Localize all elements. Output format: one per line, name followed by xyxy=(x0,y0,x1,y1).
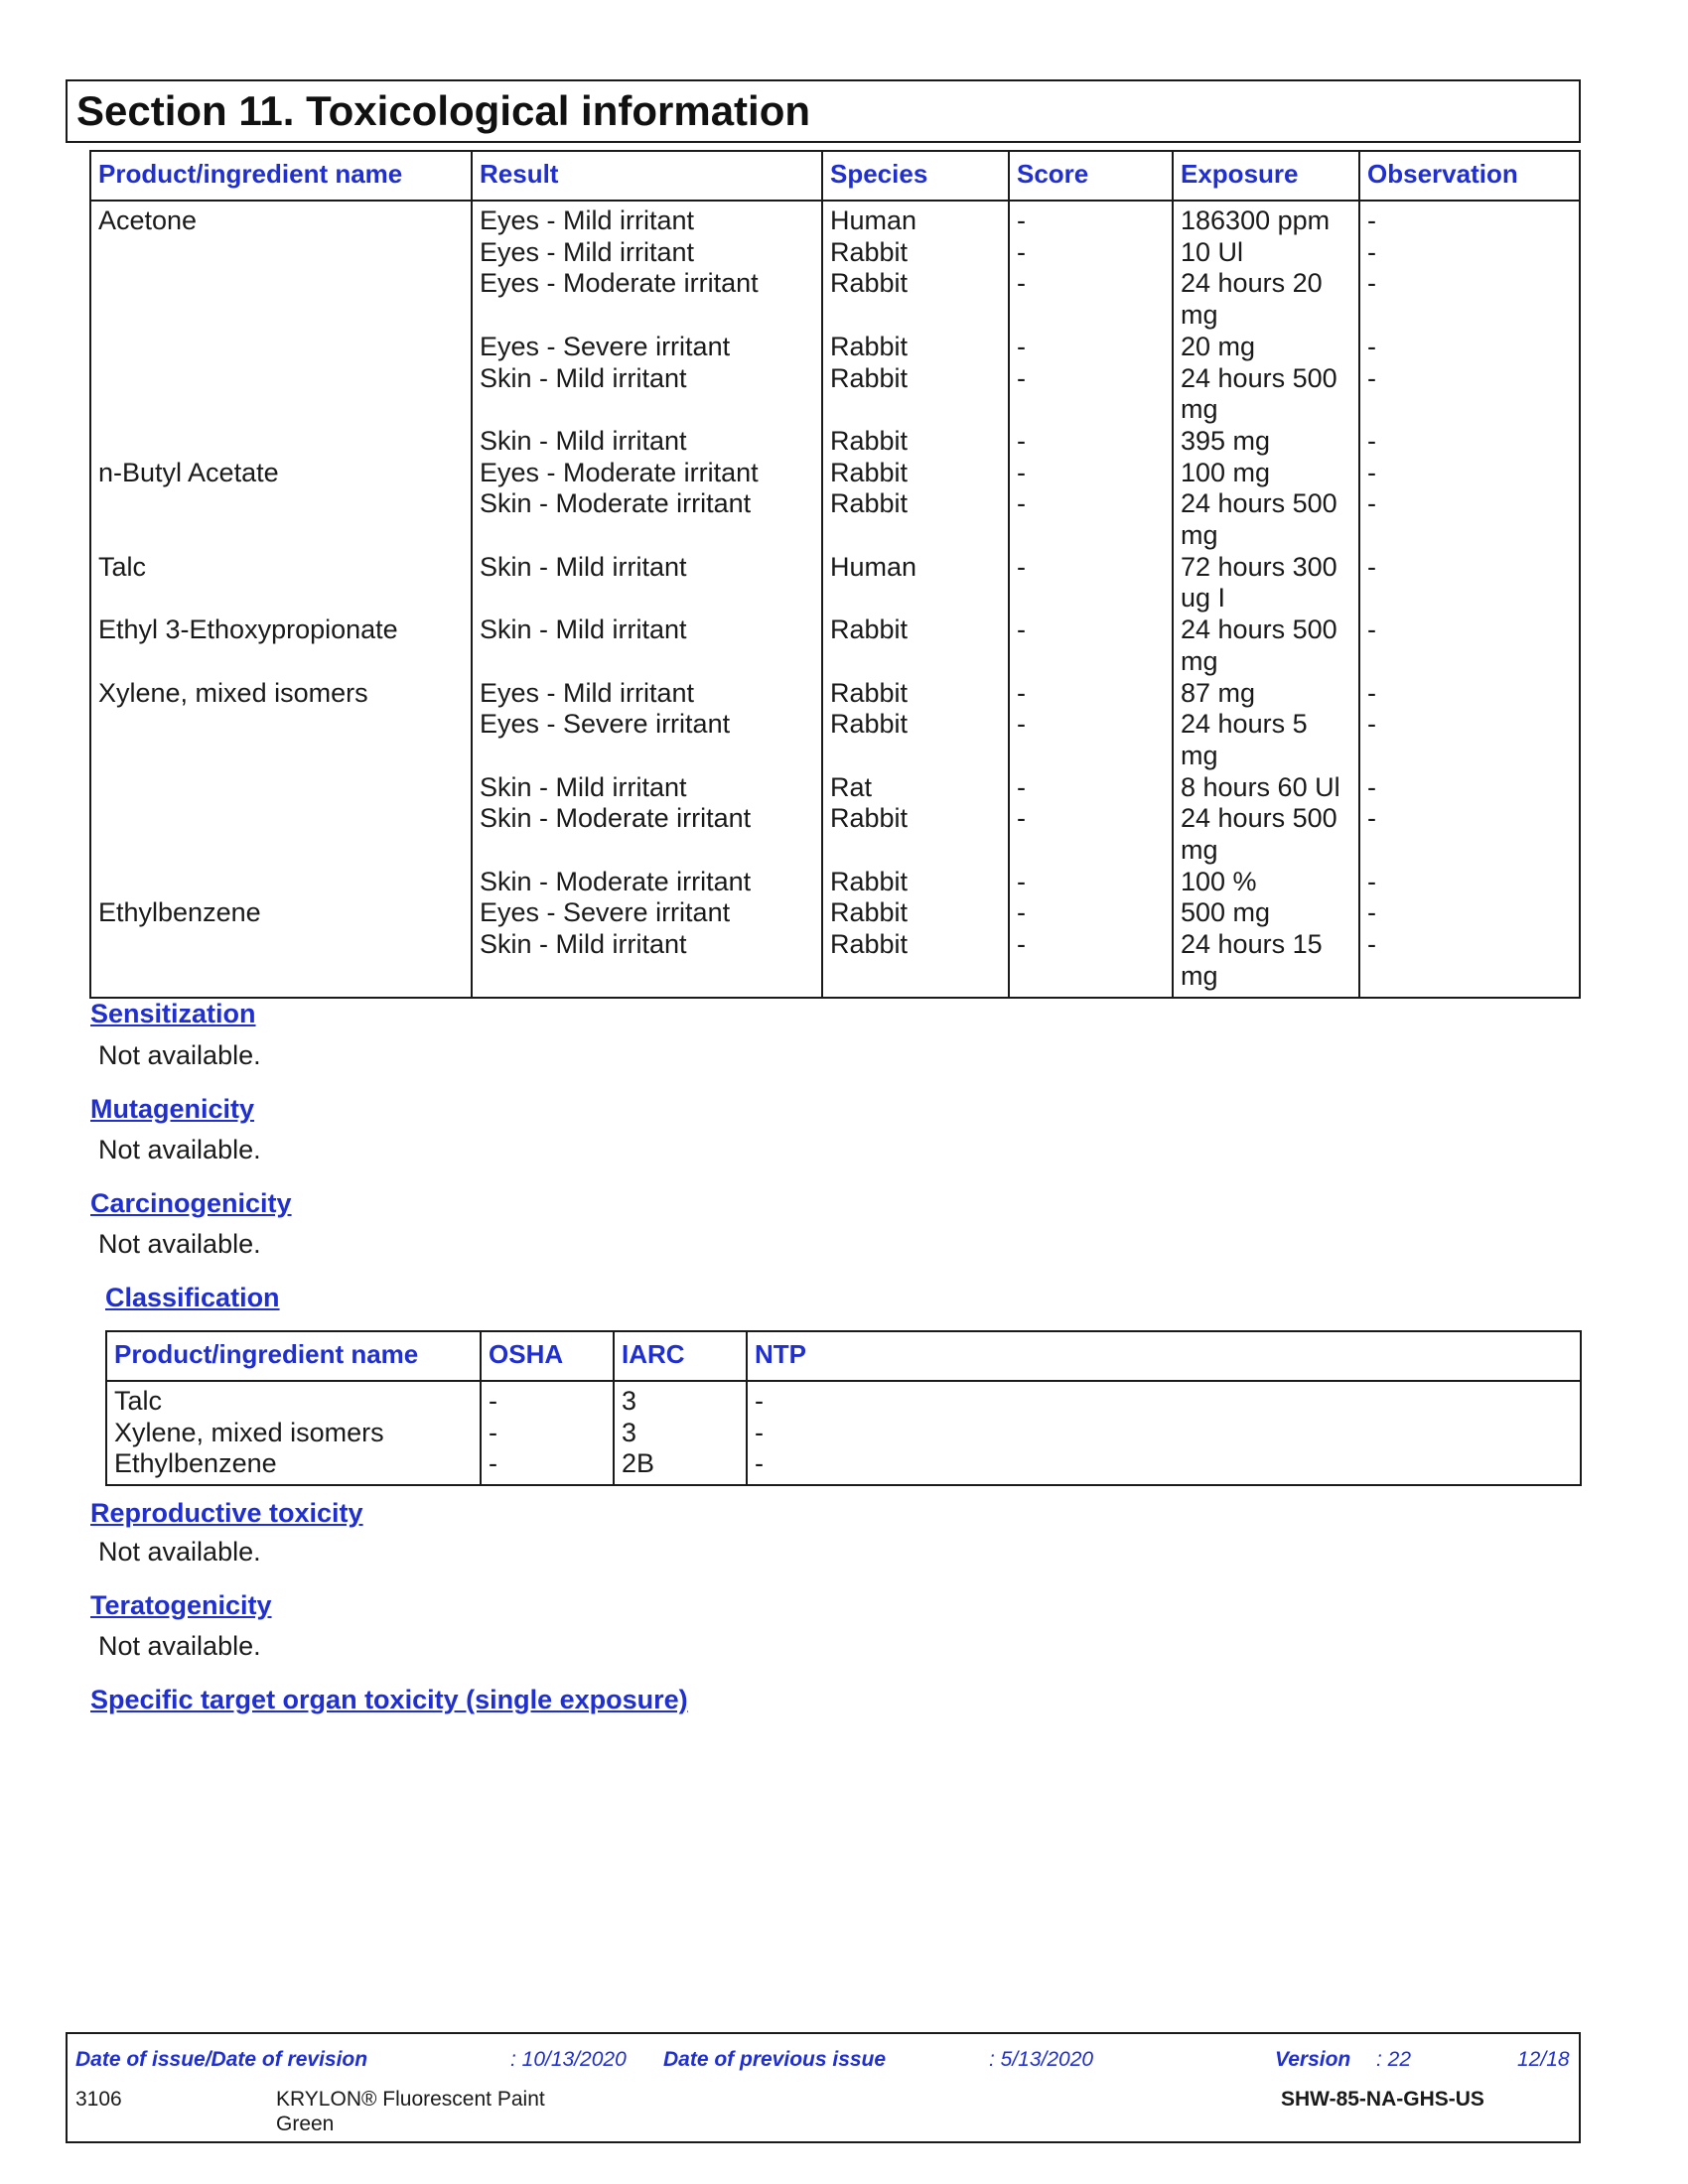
result-text: Eyes - Severe irritant xyxy=(480,331,731,361)
mutagenicity-heading[interactable]: Mutagenicity xyxy=(90,1094,255,1124)
footer-version-label: Version xyxy=(1275,2048,1351,2071)
observation-text: - xyxy=(1367,488,1376,519)
footer-product-code: 3106 xyxy=(75,2088,122,2111)
exposure-text: 24 hours 15 xyxy=(1181,929,1323,960)
exposure-text: 20 mg xyxy=(1181,331,1256,361)
result-text: Skin - Moderate irritant xyxy=(480,488,752,519)
species-text: Rabbit xyxy=(830,897,909,928)
exposure-text: mg xyxy=(1181,520,1218,551)
classif-ntp: - xyxy=(755,1448,764,1479)
result-text: Skin - Moderate irritant xyxy=(480,803,752,834)
species-text: Rabbit xyxy=(830,457,909,487)
classif-ntp-values xyxy=(747,1381,1581,1485)
species-text: Rabbit xyxy=(830,236,909,267)
observation-text: - xyxy=(1367,331,1376,361)
exposure-text: 24 hours 5 xyxy=(1181,709,1308,740)
score-text: - xyxy=(1017,205,1026,235)
carcinogenicity-text: Not available. xyxy=(98,1229,261,1259)
result-text: Skin - Mild irritant xyxy=(480,425,687,456)
result-text: Eyes - Mild irritant xyxy=(480,677,695,708)
ingredient-name: Acetone xyxy=(98,205,198,235)
species-text: Rabbit xyxy=(830,929,909,960)
score-text: - xyxy=(1017,362,1026,393)
footer-product-name-line2: Green xyxy=(276,2113,335,2135)
species-text: Rabbit xyxy=(830,268,909,299)
result-text: Skin - Mild irritant xyxy=(480,929,687,960)
species-text: Rabbit xyxy=(830,331,909,361)
result-text: Skin - Mild irritant xyxy=(480,362,687,393)
classification-header-row xyxy=(106,1331,1581,1381)
exposure-text: 500 mg xyxy=(1181,897,1271,928)
col-header-exposure: Exposure xyxy=(1173,151,1359,201)
result-text: Eyes - Mild irritant xyxy=(480,236,695,267)
species-text: Rabbit xyxy=(830,362,909,393)
score-text: - xyxy=(1017,236,1026,267)
page-footer xyxy=(66,2032,1581,2143)
exposure-text: mg xyxy=(1181,740,1218,770)
result-text: Eyes - Severe irritant xyxy=(480,897,731,928)
footer-issue-value: : 10/13/2020 xyxy=(510,2048,627,2071)
result-text: Eyes - Severe irritant xyxy=(480,709,731,740)
exposure-text: mg xyxy=(1181,960,1218,991)
exposure-text: mg xyxy=(1181,835,1218,866)
score-text: - xyxy=(1017,709,1026,740)
reproductive-heading[interactable]: Reproductive toxicity xyxy=(90,1498,363,1528)
exposure-text: ug I xyxy=(1181,583,1226,614)
species-text: Rabbit xyxy=(830,866,909,896)
classif-names xyxy=(106,1381,481,1485)
species-text: Human xyxy=(830,551,917,582)
exposure-text: mg xyxy=(1181,394,1218,425)
classif-ntp: - xyxy=(755,1417,764,1447)
footer-page-number: 12/18 xyxy=(1517,2048,1570,2071)
classif-osha: - xyxy=(489,1417,497,1447)
score-text: - xyxy=(1017,897,1026,928)
footer-version-value: : 22 xyxy=(1376,2048,1412,2071)
section-header xyxy=(66,79,1581,143)
species-text: Rabbit xyxy=(830,488,909,519)
col-header-product: Product/ingredient name xyxy=(90,151,472,201)
irritation-col-species xyxy=(822,201,1009,998)
result-text: Eyes - Mild irritant xyxy=(480,205,695,235)
exposure-text: 72 hours 300 xyxy=(1181,551,1337,582)
sensitization-text: Not available. xyxy=(98,1040,261,1070)
species-text: Rabbit xyxy=(830,803,909,834)
score-text: - xyxy=(1017,771,1026,802)
exposure-text: 24 hours 500 xyxy=(1181,488,1337,519)
classif-name: Xylene, mixed isomers xyxy=(114,1417,384,1447)
score-text: - xyxy=(1017,551,1026,582)
species-text: Rabbit xyxy=(830,614,909,645)
species-text: Human xyxy=(830,205,917,235)
exposure-text: 100 % xyxy=(1181,866,1257,896)
col-header-result: Result xyxy=(472,151,822,201)
score-text: - xyxy=(1017,614,1026,645)
species-text: Rat xyxy=(830,771,873,802)
observation-text: - xyxy=(1367,268,1376,299)
sensitization-heading[interactable]: Sensitization xyxy=(90,999,256,1028)
exposure-text: 87 mg xyxy=(1181,677,1256,708)
result-text: Skin - Moderate irritant xyxy=(480,866,752,896)
observation-text: - xyxy=(1367,771,1376,802)
footer-doc-code: SHW-85-NA-GHS-US xyxy=(1281,2088,1484,2111)
observation-text: - xyxy=(1367,866,1376,896)
observation-text: - xyxy=(1367,425,1376,456)
footer-prev-value: : 5/13/2020 xyxy=(989,2048,1094,2071)
score-text: - xyxy=(1017,268,1026,299)
result-text: Skin - Mild irritant xyxy=(480,551,687,582)
observation-text: - xyxy=(1367,803,1376,834)
exposure-text: mg xyxy=(1181,645,1218,676)
score-text: - xyxy=(1017,677,1026,708)
classif-ntp: - xyxy=(755,1386,764,1416)
classification-table xyxy=(105,1330,1582,1486)
classif-iarc: 3 xyxy=(622,1417,637,1447)
ingredient-name: Ethyl 3-Ethoxypropionate xyxy=(98,614,398,645)
exposure-text: 100 mg xyxy=(1181,457,1271,487)
result-text: Skin - Mild irritant xyxy=(480,771,687,802)
carcinogenicity-heading[interactable]: Carcinogenicity xyxy=(90,1188,292,1218)
classif-header-ntp: NTP xyxy=(747,1331,1581,1381)
exposure-text: mg xyxy=(1181,300,1218,331)
irritation-col-result xyxy=(472,201,822,998)
observation-text: - xyxy=(1367,457,1376,487)
observation-text: - xyxy=(1367,929,1376,960)
observation-text: - xyxy=(1367,362,1376,393)
col-header-observation: Observation xyxy=(1359,151,1580,201)
score-text: - xyxy=(1017,929,1026,960)
score-text: - xyxy=(1017,866,1026,896)
result-text: Skin - Mild irritant xyxy=(480,614,687,645)
score-text: - xyxy=(1017,488,1026,519)
ingredient-name: Ethylbenzene xyxy=(98,897,261,928)
observation-text: - xyxy=(1367,205,1376,235)
mutagenicity-text: Not available. xyxy=(98,1135,261,1164)
score-text: - xyxy=(1017,457,1026,487)
exposure-text: 24 hours 500 xyxy=(1181,362,1337,393)
observation-text: - xyxy=(1367,897,1376,928)
observation-text: - xyxy=(1367,709,1376,740)
species-text: Rabbit xyxy=(830,425,909,456)
classif-iarc: 2B xyxy=(622,1448,655,1479)
score-text: - xyxy=(1017,331,1026,361)
irritation-row xyxy=(90,201,1580,998)
classif-osha-values xyxy=(481,1381,614,1485)
exposure-text: 395 mg xyxy=(1181,425,1271,456)
irritation-col-name xyxy=(90,201,472,998)
ingredient-name: n-Butyl Acetate xyxy=(98,457,279,487)
irritation-header-row xyxy=(90,151,1580,201)
ingredient-name: Talc xyxy=(98,551,147,582)
observation-text: - xyxy=(1367,677,1376,708)
species-text: Rabbit xyxy=(830,677,909,708)
classif-iarc: 3 xyxy=(622,1386,637,1416)
teratogenicity-text: Not available. xyxy=(98,1631,261,1661)
irritation-col-score xyxy=(1009,201,1173,998)
col-header-score: Score xyxy=(1009,151,1173,201)
classification-row xyxy=(106,1381,1581,1485)
classif-name: Talc xyxy=(114,1386,163,1416)
exposure-text: 24 hours 500 xyxy=(1181,803,1337,834)
col-header-species: Species xyxy=(822,151,1009,201)
irritation-col-exposure xyxy=(1173,201,1359,998)
exposure-text: 10 Ul xyxy=(1181,236,1244,267)
teratogenicity-heading[interactable]: Teratogenicity xyxy=(90,1590,272,1620)
exposure-text: 186300 ppm xyxy=(1181,205,1331,235)
score-text: - xyxy=(1017,803,1026,834)
classification-heading[interactable]: Classification xyxy=(105,1283,280,1312)
result-text: Eyes - Moderate irritant xyxy=(480,457,759,487)
footer-issue-label: Date of issue/Date of revision xyxy=(75,2048,368,2071)
score-text: - xyxy=(1017,425,1026,456)
classif-name: Ethylbenzene xyxy=(114,1448,277,1479)
irritation-col-observation xyxy=(1359,201,1580,998)
ingredient-name: Xylene, mixed isomers xyxy=(98,677,368,708)
stot-single-heading[interactable]: Specific target organ toxicity (single exposure) xyxy=(90,1685,688,1714)
exposure-text: 24 hours 20 xyxy=(1181,268,1323,299)
classif-header-osha: OSHA xyxy=(481,1331,614,1381)
section-title: Section 11. Toxicological information xyxy=(76,87,811,134)
classif-osha: - xyxy=(489,1448,497,1479)
observation-text: - xyxy=(1367,551,1376,582)
classif-iarc-values xyxy=(614,1381,747,1485)
result-text: Eyes - Moderate irritant xyxy=(480,268,759,299)
observation-text: - xyxy=(1367,614,1376,645)
exposure-text: 8 hours 60 Ul xyxy=(1181,771,1340,802)
exposure-text: 24 hours 500 xyxy=(1181,614,1337,645)
observation-text: - xyxy=(1367,236,1376,267)
reproductive-text: Not available. xyxy=(98,1537,261,1567)
species-text: Rabbit xyxy=(830,709,909,740)
classif-osha: - xyxy=(489,1386,497,1416)
classif-header-product: Product/ingredient name xyxy=(106,1331,481,1381)
footer-product-name-line1: KRYLON® Fluorescent Paint xyxy=(276,2088,545,2111)
footer-prev-label: Date of previous issue xyxy=(663,2048,887,2071)
irritation-table xyxy=(89,150,1581,999)
classif-header-iarc: IARC xyxy=(614,1331,747,1381)
